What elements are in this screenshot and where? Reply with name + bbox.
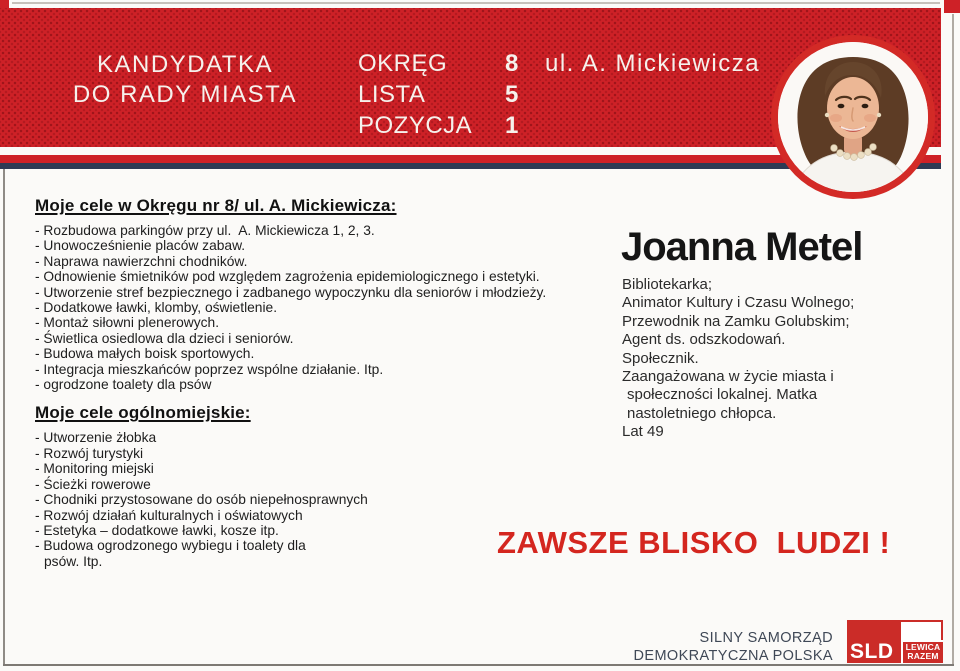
scan-edge-bottom — [3, 664, 954, 666]
field-label: POZYCJA — [358, 112, 473, 139]
list-item: - Estetyka – dodatkowe ławki, kosze itp. — [35, 522, 279, 538]
print-bleed-right — [944, 0, 960, 13]
list-item: psów. Itp. — [44, 553, 103, 569]
role-line-2: DO RADY MIASTA — [72, 81, 298, 108]
bio-line: Animator Kultury i Czasu Wolnego; — [622, 294, 855, 312]
list-item: - Chodniki przystosowane do osób niepełnosprawnych — [35, 492, 368, 508]
goals-section — [35, 196, 620, 569]
sld-logo — [847, 620, 943, 663]
campaign-slogan: ZAWSZE BLISKO LUDZI ! — [497, 525, 891, 560]
coalition-line-1: SILNY SAMORZĄD — [699, 630, 833, 646]
list-item: - Monitoring miejski — [35, 461, 154, 477]
bio-line: Bibliotekarka; — [622, 276, 713, 293]
list-item: - Świetlica osiedlowa dla dzieci i seniorów. — [35, 330, 294, 346]
list-item: - Unowocześnienie placów zabaw. — [35, 238, 246, 254]
list-item: - Budowa ogrodzonego wybiegu i toalety dla — [35, 538, 306, 554]
list-item: - Ścieżki rowerowe — [35, 476, 151, 492]
scan-edge-right — [952, 14, 954, 665]
district-fields — [358, 48, 519, 141]
sld-logo-right-part — [901, 620, 943, 663]
list-item: - ogrodzone toalety dla psów — [35, 377, 212, 393]
bio-line: Zaangażowana w życie miasta i — [622, 368, 834, 386]
field-label: LISTA — [358, 81, 426, 108]
bio-line: Przewodnik na Zamku Golubskim; — [622, 312, 850, 330]
field-okreg — [358, 48, 519, 79]
coalition-text — [634, 629, 834, 665]
list-item: - Integracja mieszkańców poprzez wspólne działanie. Itp. — [35, 361, 384, 377]
candidate-bio — [622, 276, 942, 442]
list-item: - Rozbudowa parkingów przy ul. A. Mickiewicza 1, 2, 3. — [35, 223, 375, 238]
lewica-label: LEWICA — [905, 642, 941, 652]
list-item: - Naprawa nawierzchni chodników. — [35, 253, 248, 269]
list-item: - Utworzenie żłobka — [35, 430, 157, 446]
district-goals-list — [35, 223, 620, 392]
bio-line: społeczności lokalnej. Matka — [627, 386, 818, 404]
list-item: - Odnowienie śmietników pod względem zagrożenia epidemiologicznego i estetyki. — [35, 269, 540, 285]
field-value: 5 — [505, 81, 519, 108]
candidate-photo — [771, 35, 935, 199]
field-value: 1 — [505, 112, 519, 139]
bio-line: Społecznik. — [622, 349, 699, 367]
portrait-illustration — [778, 42, 928, 192]
city-goals-heading: Moje cele ogólnomiejskie: — [35, 403, 251, 423]
list-item: - Montaż siłowni plenerowych. — [35, 315, 220, 331]
field-value: 8 — [505, 50, 519, 77]
role-line-1: KANDYDATKA — [97, 51, 273, 78]
scan-edge-top — [12, 2, 940, 4]
list-item: - Rozwój turystyki — [35, 445, 144, 461]
candidate-name: Joanna Metel — [621, 225, 863, 269]
coalition-line-2: DEMOKRATYCZNA POLSKA — [633, 648, 833, 664]
sld-logo-red-square — [847, 620, 901, 663]
sld-logo-white-area — [901, 620, 943, 640]
candidate-role-label — [35, 50, 335, 110]
list-item: - Dodatkowe ławki, klomby, oświetlenie. — [35, 300, 278, 316]
razem-label: RAZEM — [907, 651, 939, 661]
list-item: - Rozwój działań kulturalnych i oświatowych — [35, 507, 303, 523]
bio-line: Agent ds. odszkodowań. — [622, 331, 786, 349]
field-label: OKRĘG — [358, 50, 448, 77]
field-pozycja — [358, 110, 519, 141]
list-item: - Budowa małych boisk sportowych. — [35, 346, 255, 362]
lewica-razem-badge — [901, 640, 943, 663]
street-label: ul. A. Mickiewicza — [545, 50, 761, 77]
sld-logo-text: SLD — [850, 640, 894, 663]
field-lista — [358, 79, 519, 110]
list-item: - Utworzenie stref bezpiecznego i zadbanego wypoczynku dla seniorów i młodzieży. — [35, 284, 547, 300]
bio-line: Lat 49 — [622, 423, 664, 441]
bio-line: nastoletniego chłopca. — [627, 404, 777, 422]
district-goals-heading: Moje cele w Okręgu nr 8/ ul. A. Mickiewicza: — [35, 196, 397, 215]
scan-edge-left — [3, 169, 5, 665]
